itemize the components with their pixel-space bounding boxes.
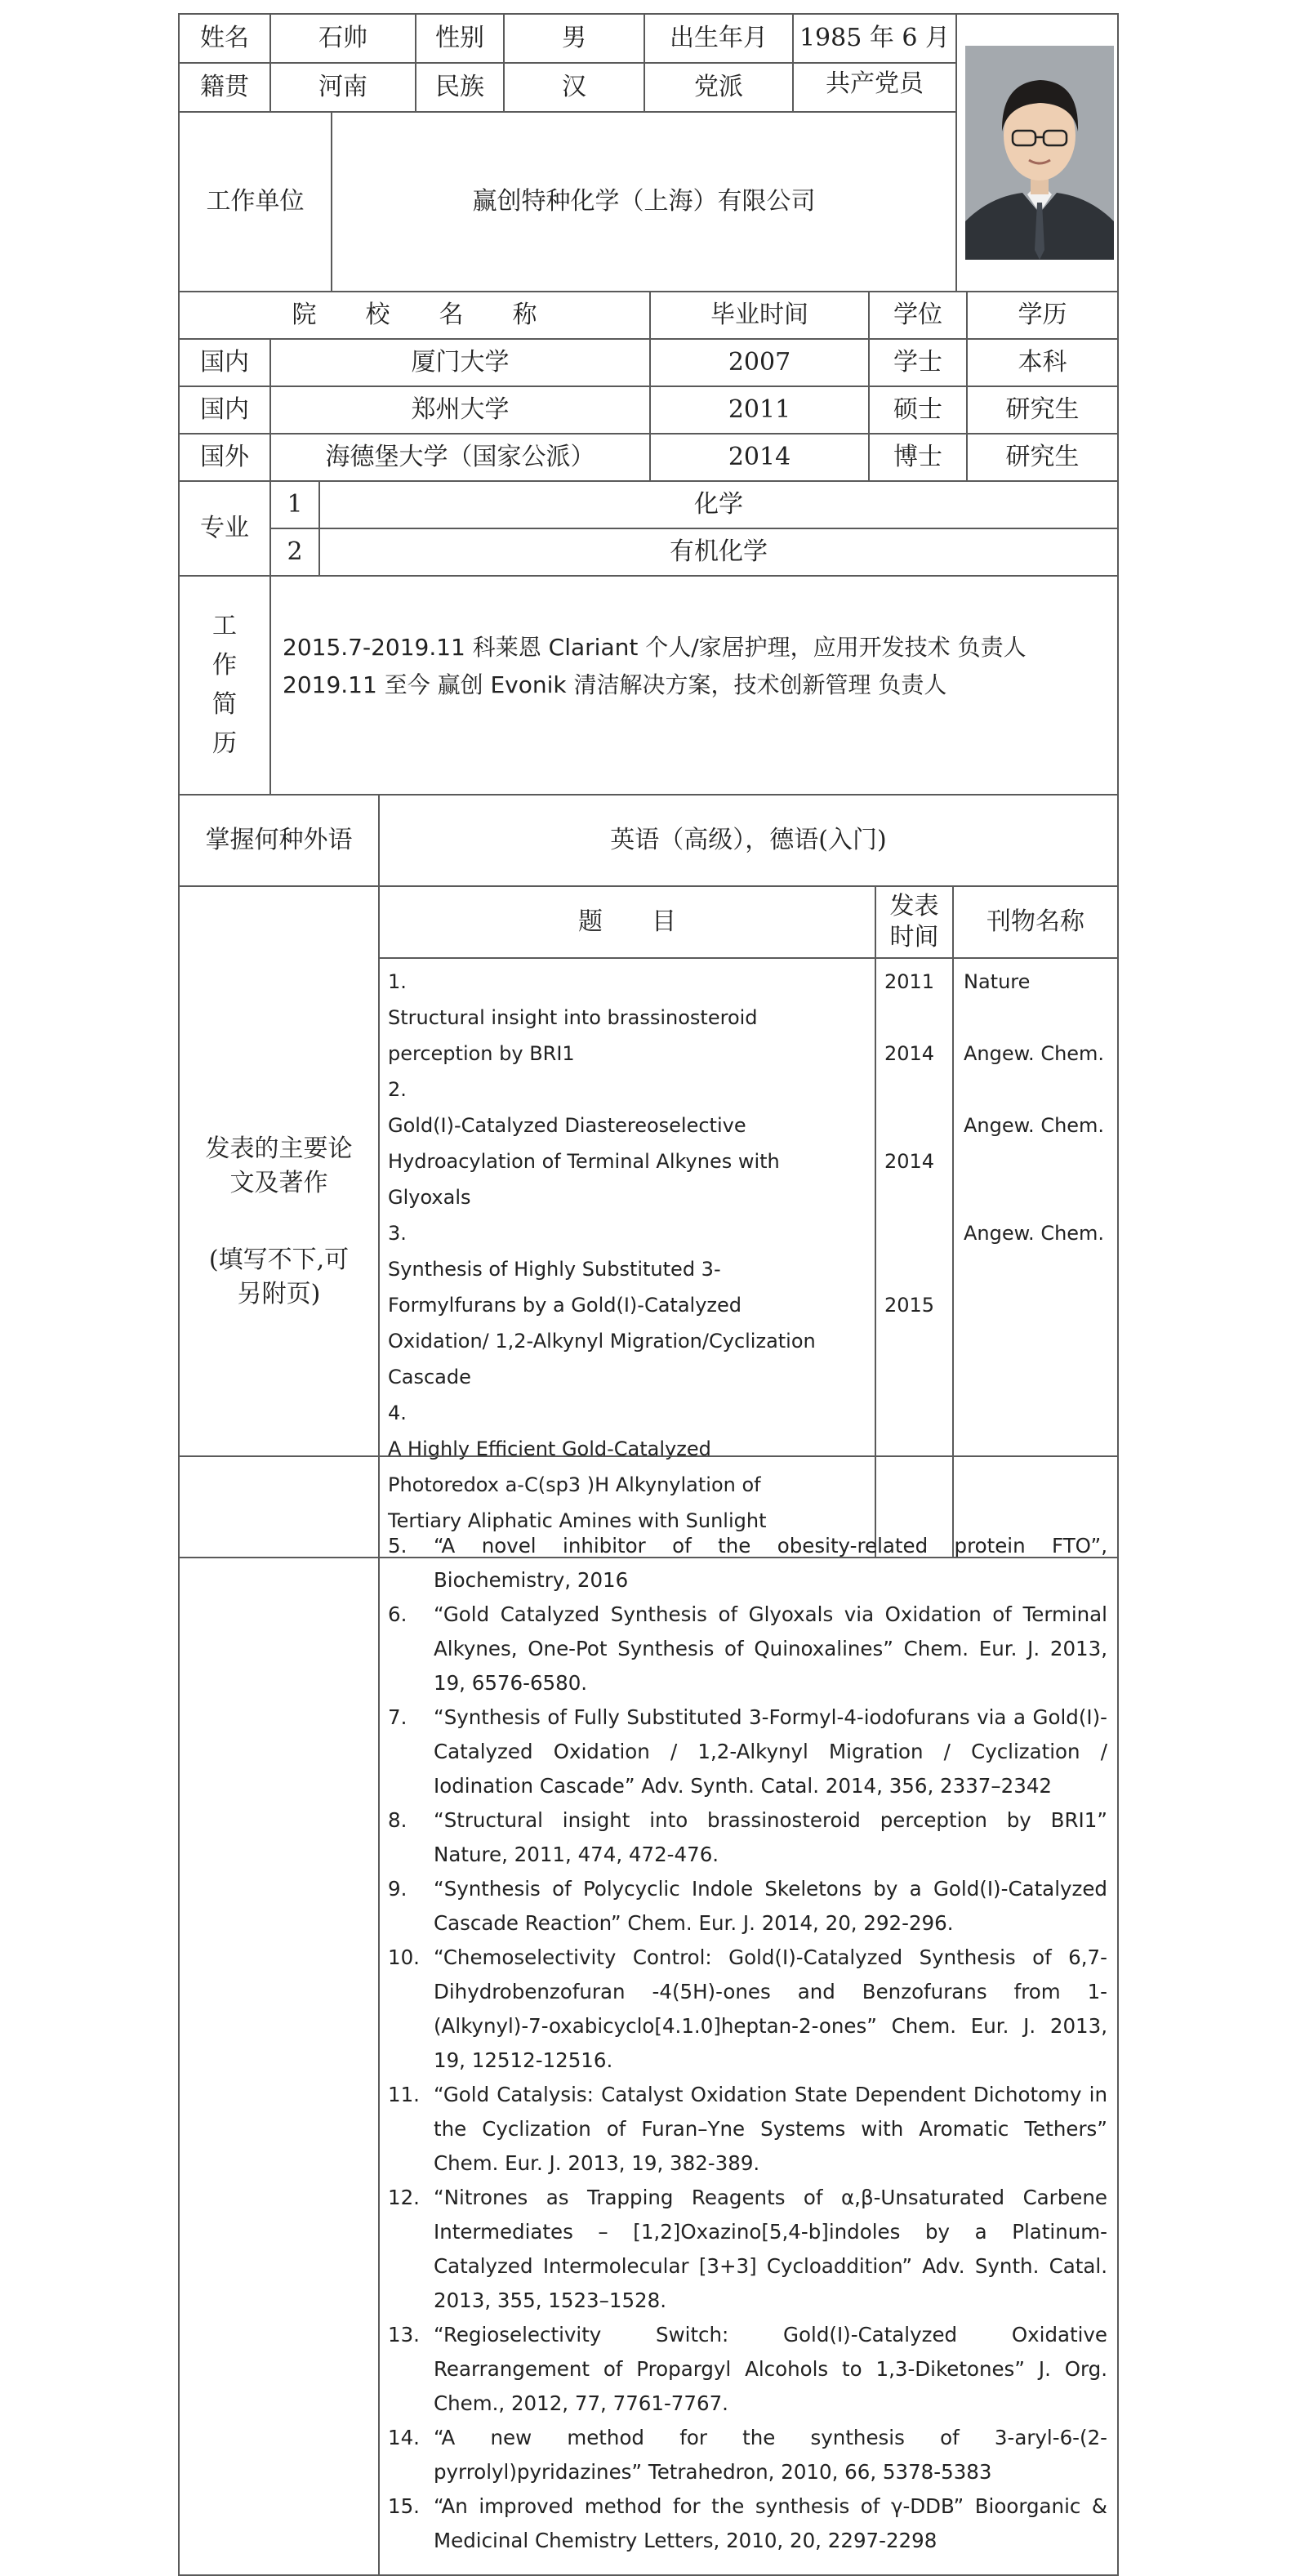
list-item xyxy=(388,2421,1107,2489)
origin-label: 籍贯 xyxy=(179,63,270,112)
major-label: 专业 xyxy=(179,481,270,576)
name-value: 石帅 xyxy=(270,14,416,63)
reference-num: 14. xyxy=(388,2426,420,2449)
reference-num: 13. xyxy=(388,2323,420,2346)
publication-journal: Angew. Chem. xyxy=(964,1042,1105,1065)
publications-header-title: 题 目 xyxy=(379,886,875,958)
publication-title: A Highly Efficient Gold-Catalyzed Photoredox a-C(sp3 )H Alkynylation of Tertiary Aliphatic Amines with Sunlight xyxy=(388,1437,767,1532)
work-history-table xyxy=(178,575,1119,796)
education-year: 2011 xyxy=(650,386,869,434)
publication-year: 2014 xyxy=(884,1042,935,1065)
education-row xyxy=(179,339,1118,386)
gender-value: 男 xyxy=(504,14,644,63)
resume-page-2 xyxy=(178,1455,1117,2576)
work-unit-label: 工作单位 xyxy=(179,112,332,292)
basic-info-table xyxy=(178,13,1119,292)
reference-text: “Synthesis of Polycyclic Indole Skeletons by a Gold(I)-Catalyzed Cascade Reaction” Chem. Eur. J. 2014, 20, 292-296. xyxy=(434,1877,1107,1935)
major-num: 1 xyxy=(270,481,319,528)
publications-header-journal: 刊物名称 xyxy=(953,886,1118,958)
reference-text: “A new method for the synthesis of 3-aryl-6-(2-pyrrolyl)pyridazines” Tetrahedron, 2010, 66, 5378-5383 xyxy=(434,2426,1107,2484)
education-region: 国外 xyxy=(179,434,270,481)
publication-num: 2. xyxy=(388,1078,407,1101)
list-item xyxy=(388,2181,1107,2318)
publications-label-line: 发表的主要论 xyxy=(205,1134,353,1163)
references-left-cell xyxy=(179,1456,379,2575)
publication-num: 4. xyxy=(388,1402,407,1424)
language-value: 英语（高级），德语(入门) xyxy=(379,795,1118,886)
reference-text: “Gold Catalysis: Catalyst Oxidation State Dependent Dichotomy in the Cyclization of Furan–Yne Systems with Aromatic Tethers” Chem. Eur. J. 2013, 19, 382-389. xyxy=(434,2083,1107,2175)
reference-num: 5. xyxy=(388,1534,408,1558)
language-label: 掌握何种外语 xyxy=(179,795,379,886)
work-history-label-char: 工 xyxy=(212,612,237,640)
list-item xyxy=(388,1872,1107,1941)
resume-page-1 xyxy=(178,13,1117,1558)
education-level: 研究生 xyxy=(967,386,1118,434)
party-value: 共产党员 xyxy=(793,63,956,112)
publication-year: 2014 xyxy=(884,1150,935,1173)
reference-text: “Regioselectivity Switch: Gold(I)-Catalyzed Oxidative Rearrangement of Propargyl Alcohols to 1,3-Diketones” J. Org. Chem., 2012, 77, 7761-7767. xyxy=(434,2323,1107,2415)
publication-num: 3. xyxy=(388,1222,407,1245)
work-history-label-char: 简 xyxy=(212,690,237,719)
education-header-level: 学历 xyxy=(967,292,1118,339)
reference-text: “A novel inhibitor of the obesity-related protein FTO”, Biochemistry, 2016 xyxy=(434,1534,1107,1592)
portrait-image xyxy=(965,46,1114,260)
list-item xyxy=(388,1803,1107,1872)
publications-label-line: 文及著作 xyxy=(229,1169,328,1197)
major-value: 有机化学 xyxy=(319,528,1118,576)
education-year: 2014 xyxy=(650,434,869,481)
education-school: 郑州大学 xyxy=(270,386,650,434)
education-row xyxy=(179,434,1118,481)
list-item xyxy=(388,964,865,1072)
birth-label: 出生年月 xyxy=(644,14,793,63)
major-num: 2 xyxy=(270,528,319,576)
name-label: 姓名 xyxy=(179,14,270,63)
gender-label: 性别 xyxy=(416,14,504,63)
list-item xyxy=(388,2489,1107,2558)
publications-header-time xyxy=(875,886,953,958)
party-label: 党派 xyxy=(644,63,793,112)
education-level: 研究生 xyxy=(967,434,1118,481)
education-row xyxy=(179,386,1118,434)
education-level: 本科 xyxy=(967,339,1118,386)
ethnic-label: 民族 xyxy=(416,63,504,112)
reference-num: 7. xyxy=(388,1705,408,1729)
publication-title: Gold(I)-Catalyzed Diastereoselective Hydroacylation of Terminal Alkynes with Glyoxals xyxy=(388,1114,780,1209)
reference-num: 6. xyxy=(388,1602,408,1626)
list-item xyxy=(388,1072,865,1215)
reference-num: 11. xyxy=(388,2083,420,2106)
education-region: 国内 xyxy=(179,386,270,434)
education-degree: 博士 xyxy=(869,434,967,481)
list-item xyxy=(388,2318,1107,2421)
education-header-year: 毕业时间 xyxy=(650,292,869,339)
language-table xyxy=(178,794,1119,887)
references-cell xyxy=(379,1456,1118,2575)
list-item xyxy=(388,1941,1107,2078)
list-item xyxy=(388,1215,865,1395)
education-school: 海德堡大学（国家公派） xyxy=(270,434,650,481)
education-school: 厦门大学 xyxy=(270,339,650,386)
education-header-degree: 学位 xyxy=(869,292,967,339)
publications-header-time-line: 发表 xyxy=(889,892,939,920)
education-header-school: 院 校 名 称 xyxy=(179,292,650,339)
origin-value: 河南 xyxy=(270,63,416,112)
reference-num: 12. xyxy=(388,2186,420,2209)
reference-text: “Gold Catalyzed Synthesis of Glyoxals via Oxidation of Terminal Alkynes, One-Pot Synthesis of Quinoxalines” Chem. Eur. J. 2013, 19, 6576-6580. xyxy=(434,1602,1107,1695)
publication-num: 1. xyxy=(388,970,407,993)
major-table xyxy=(178,480,1119,577)
education-region: 国内 xyxy=(179,339,270,386)
reference-text: “Structural insight into brassinosteroid perception by BRI1” Nature, 2011, 474, 472-476. xyxy=(434,1808,1107,1866)
education-year: 2007 xyxy=(650,339,869,386)
photo-cell xyxy=(956,14,1118,292)
list-item xyxy=(388,1529,1107,1598)
work-history-line: 2015.7-2019.11 科莱恩 Clariant 个人/家居护理，应用开发技术 负责人 xyxy=(283,634,1027,661)
reference-text: “Synthesis of Fully Substituted 3-Formyl-4-iodofurans via a Gold(I)-Catalyzed Oxidation / 1,2-Alkynyl Migration / Cyclization / Iodination Cascade” Adv. Synth. Catal. 2014, 356, 2337–2342 xyxy=(434,1705,1107,1798)
work-history-label-char: 历 xyxy=(212,729,237,758)
references-table xyxy=(178,1455,1119,2576)
publication-title: Synthesis of Highly Substituted 3-Formylfurans by a Gold(I)-Catalyzed Oxidation/ 1,2-Alkynyl Migration/Cyclization Cascade xyxy=(388,1258,816,1388)
reference-num: 8. xyxy=(388,1808,408,1832)
education-degree: 硕士 xyxy=(869,386,967,434)
birth-value: 1985 年 6 月 xyxy=(793,14,956,63)
major-value: 化学 xyxy=(319,481,1118,528)
reference-text: “Nitrones as Trapping Reagents of α,β-Unsaturated Carbene Intermediates – [1,2]Oxazino[5,4-b]indoles by a Platinum- Catalyzed Intermolecular [3+3] Cycloaddition” Adv. Synth. Catal. 2013, 355, 1523–1528. xyxy=(434,2186,1107,2312)
reference-text: “An improved method for the synthesis of γ-DDB” Bioorganic & Medicinal Chemistry Letters, 2010, 20, 2297-2298 xyxy=(434,2494,1107,2552)
education-table xyxy=(178,291,1119,482)
work-history-label-char: 作 xyxy=(212,651,237,680)
publication-year: 2015 xyxy=(884,1294,935,1317)
work-history-label xyxy=(179,576,270,795)
publication-journal: Nature xyxy=(964,970,1031,993)
reference-num: 15. xyxy=(388,2494,420,2518)
work-history-line: 2019.11 至今 赢创 Evonik 清洁解决方案，技术创新管理 负责人 xyxy=(283,671,947,698)
publication-journal: Angew. Chem. xyxy=(964,1114,1105,1137)
publication-title: Structural insight into brassinosteroid perception by BRI1 xyxy=(388,1006,758,1065)
publication-year: 2011 xyxy=(884,970,935,993)
reference-num: 10. xyxy=(388,1945,420,1969)
list-item xyxy=(388,1700,1107,1803)
references-list xyxy=(388,1529,1107,2558)
publications-note-line: (填写不下,可 xyxy=(208,1246,350,1274)
work-history-content xyxy=(270,576,1118,795)
publication-journal: Angew. Chem. xyxy=(964,1222,1105,1245)
publications-note-line: 另附页) xyxy=(237,1280,321,1308)
publications-header-time-line: 时间 xyxy=(889,923,939,952)
reference-text: “Chemoselectivity Control: Gold(I)-Catalyzed Synthesis of 6,7-Dihydrobenzofuran -4(5H)-ones and Benzofurans from 1-(Alkynyl)-7-oxabicyclo[4.1.0]heptan-2-ones” Chem. Eur. J. 2013, 19, 12512-12516. xyxy=(434,1945,1107,2072)
reference-num: 9. xyxy=(388,1877,408,1901)
education-degree: 学士 xyxy=(869,339,967,386)
list-item xyxy=(388,2078,1107,2181)
profile-photo xyxy=(965,46,1114,260)
list-item xyxy=(388,1598,1107,1700)
ethnic-value: 汉 xyxy=(504,63,644,112)
work-unit-value: 赢创特种化学（上海）有限公司 xyxy=(332,112,956,292)
